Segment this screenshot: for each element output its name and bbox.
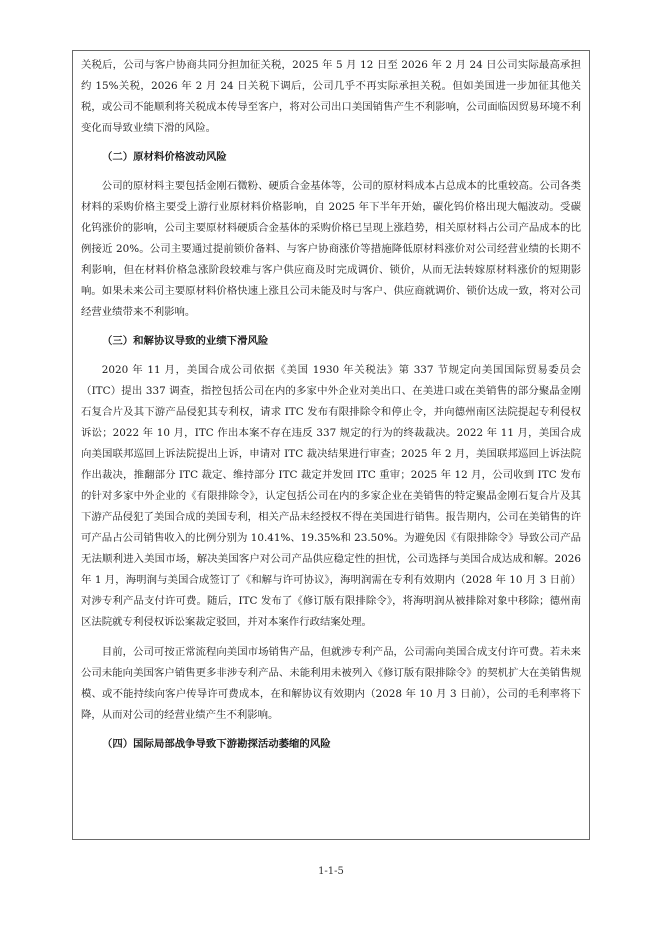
document-body xyxy=(81,55,581,755)
settlement-paragraph-2: 目前，公司可按正常流程向美国市场销售产品，但就涉专利产品，公司需向美国合成支付许可费。若未来公司未能向美国客户销售更多非涉专利产品、未能利用未被列入《修订版有限排除令》的契机扩大在美销售规模、或不能持续向客户传导许可费成本，在和解协议有效期内（2028 年 10 月 3 日前），公司的毛利率将下降，从而对公司的经营业绩产生不利影响。 xyxy=(81,646,581,721)
section-heading-war-risk: （四）国际局部战争导致下游勘探活动萎缩的风险 xyxy=(102,738,331,750)
page-number: 1-1-5 xyxy=(318,866,344,877)
settlement-paragraph-1: 2020 年 11 月，美国合成公司依据《美国 1930 年关税法》第 337 节规定向美国国际贸易委员会（ITC）提出 337 调查，指控包括公司在内的多家中外企业对美出口、在美进口或在美销售的部分聚晶金刚石复合片及其下游产品侵犯其专利权，请求 ITC 发布有限排除令和停止令，并向德州南区法院提起专利侵权诉讼；2022 年 10 月，ITC 作出本案不存在违反 337 规定的行为的终裁裁决。2022 年 11 月，美国合成向美国联邦巡回上诉法院提出上诉，申请对 ITC 裁决结果进行审查；2025 年 2 月，美国联邦巡回上诉法院作出裁决，推翻部分 ITC 裁定、维持部分 ITC 裁定并发回 ITC 重审；2025 年 12 月，公司收到 ITC 发布的针对多家中外企业的《有限排除令》，认定包括公司在内的多家企业在美销售的特定聚晶金刚石复合片及其下游产品侵犯了美国合成的美国专利，相关产品未经授权不得在美国进行销售。报告期内，公司在美销售的许可产品占公司销售收入的比例分别为 10.41%、19.35%和 23.50%。为避免因《有限排除令》导致公司产品无法顺利进入美国市场，解决美国客户对公司产品供应稳定性的担忧，公司选择与美国合成达成和解。2026 年 1 月，海明润与美国合成签订了《和解与许可协议》，海明润需在专利有效期内（2028 年 10 月 3 日前）对涉专利产品支付许可费。随后，ITC 发布了《修订版有限排除令》，将海明润从被排除对象中移除；德州南区法院就专利侵权诉讼案裁定驳回，并对本案作行政结案处理。 xyxy=(81,364,581,628)
section-heading-raw-material: （二）原材料价格波动风险 xyxy=(102,151,227,163)
intro-paragraph: 关税后，公司与客户协商共同分担加征关税，2025 年 5 月 12 日至 2026 年 2 月 24 日公司实际最高承担约 15%关税，2026 年 2 月 24 日关税下调后，公司几乎不再实际承担关税。但如美国进一步加征其他关税，或公司不能顺利将关税成本传导至客户，将对公司出口美国销售产生不利影响，公司面临因贸易环境不利变化而导致业绩下滑的风险。 xyxy=(81,59,581,134)
section-heading-settlement: （三）和解协议导致的业绩下滑风险 xyxy=(102,335,269,347)
raw-material-paragraph: 公司的原材料主要包括金刚石微粉、硬质合金基体等，公司的原材料成本占总成本的比重较高。公司各类材料的采购价格主要受上游行业原材料价格影响，自 2025 年下半年开始，碳化钨价格出现大幅波动。受碳化钨涨价的影响，公司主要原材料硬质合金基体的采购价格已呈现上涨趋势，相关原材料占公司产品成本的比例接近 20%。公司主要通过提前锁价备料、与客户协商涨价等措施降低原材料涨价对公司经营业绩的长期不利影响，但在材料价格急涨阶段较难与客户供应商及时完成调价、锁价，从而无法转嫁原材料涨价的短期影响。如果未来公司主要原材料价格快速上涨且公司未能及时与客户、供应商就调价、锁价达成一致，将对公司经营业绩带来不利影响。 xyxy=(81,180,581,318)
